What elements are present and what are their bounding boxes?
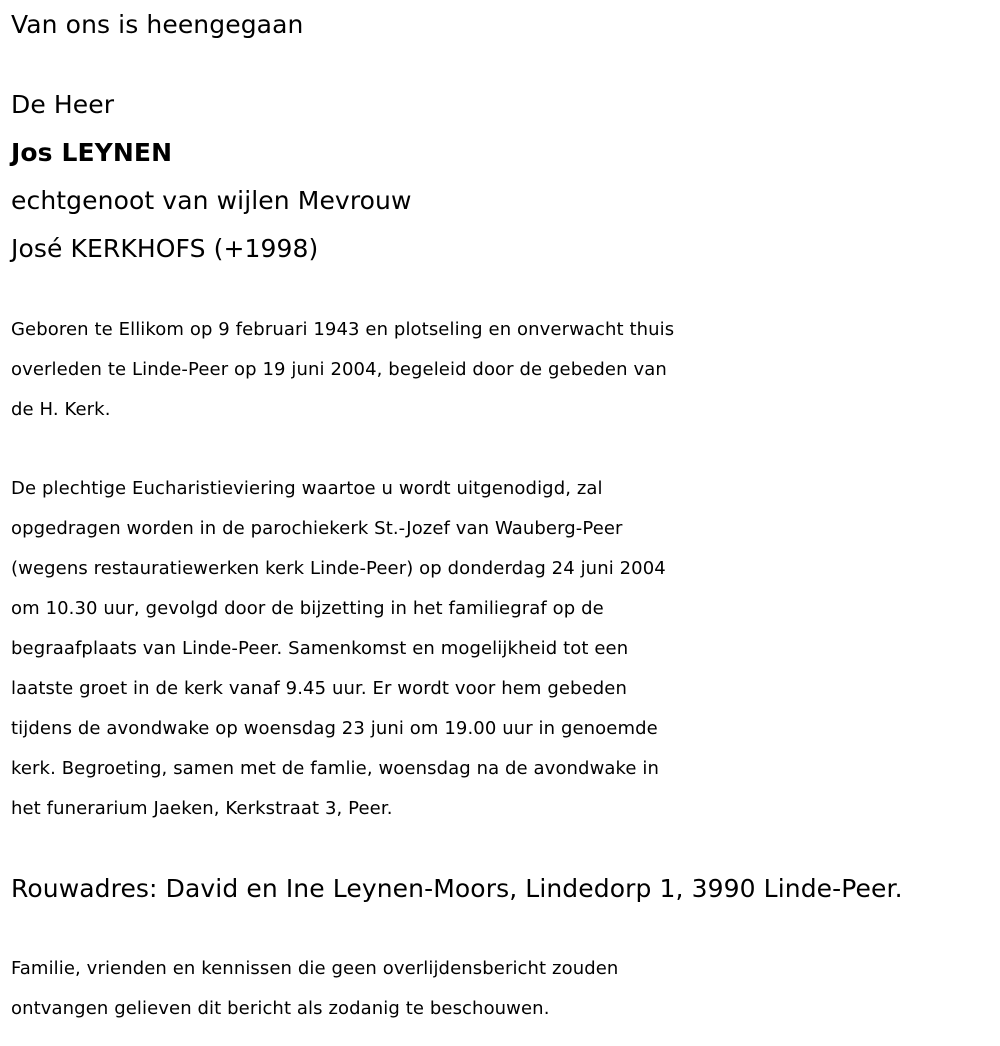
paragraph-line: tijdens de avondwake op woensdag 23 juni om 19.00 uur in genoemde (11, 718, 658, 739)
paragraph-line: kerk. Begroeting, samen met de famlie, woensdag na de avondwake in (11, 758, 660, 779)
birth-death-paragraph (11, 310, 991, 430)
spouse-name: José KERKHOFS (+1998) (11, 234, 319, 263)
mourning-address: Rouwadres: David en Ine Leynen-Moors, Lindedorp 1, 3990 Linde-Peer. (11, 874, 903, 903)
paragraph-line: opgedragen worden in de parochiekerk St.-Jozef van Wauberg-Peer (11, 518, 623, 539)
paragraph-line: laatste groet in de kerk vanaf 9.45 uur. Er wordt voor hem gebeden (11, 678, 627, 699)
paragraph-line: ontvangen gelieven dit bericht als zodanig te beschouwen. (11, 998, 550, 1019)
paragraph-line: om 10.30 uur, gevolgd door de bijzetting in het familiegraf op de (11, 598, 604, 619)
paragraph-line: (wegens restauratiewerken kerk Linde-Peer) op donderdag 24 juni 2004 (11, 558, 666, 579)
paragraph-line: Familie, vrienden en kennissen die geen overlijdensbericht zouden (11, 958, 619, 979)
announcement-line: Van ons is heengegaan (11, 10, 304, 39)
spouse-relation: echtgenoot van wijlen Mevrouw (11, 186, 412, 215)
paragraph-line: De plechtige Eucharistieviering waartoe u wordt uitgenodigd, zal (11, 478, 603, 499)
paragraph-line: de H. Kerk. (11, 399, 111, 420)
person-title: De Heer (11, 90, 115, 119)
ceremony-paragraph (11, 469, 991, 829)
paragraph-line: overleden te Linde-Peer op 19 juni 2004, begeleid door de gebeden van (11, 359, 667, 380)
closing-paragraph (11, 949, 991, 1029)
paragraph-line: begraafplaats van Linde-Peer. Samenkomst en mogelijkheid tot een (11, 638, 629, 659)
person-name: Jos LEYNEN (11, 138, 173, 167)
paragraph-line: het funerarium Jaeken, Kerkstraat 3, Peer. (11, 798, 393, 819)
paragraph-line: Geboren te Ellikom op 9 februari 1943 en plotseling en onverwacht thuis (11, 319, 675, 340)
